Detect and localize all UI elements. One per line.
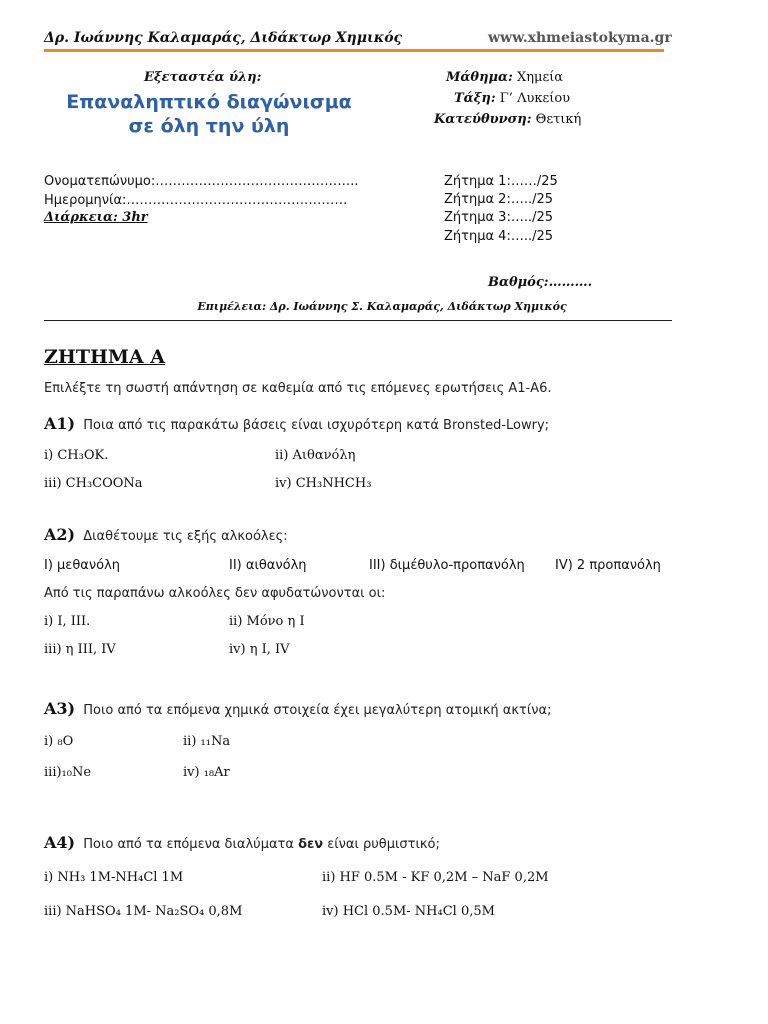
subject-label: Μάθημα: xyxy=(446,70,513,85)
a4-option-iv: iv) HCl 0.5M- NH₄Cl 0,5M xyxy=(322,904,495,919)
track-value: Θετική xyxy=(535,112,582,127)
class-value: Γ’ Λυκείου xyxy=(499,91,571,106)
score-topic-1: Ζήτημα 1:……/25 xyxy=(444,174,558,189)
a2-option-ii: ii) Μόνο η Ι xyxy=(229,614,305,629)
a2-option-iii: iii) η ΙΙΙ, ΙV xyxy=(44,642,116,657)
grade-field: Βαθμός:………. xyxy=(488,275,593,290)
question-a4-number: Α4) xyxy=(44,833,76,852)
a1-option-ii: ii) Αιθανόλη xyxy=(275,448,356,463)
question-a3-text: Ποιο από τα επόμενα χημικά στοιχεία έχει μεγαλύτερη ατομική ακτίνα; xyxy=(83,703,552,718)
a3-option-iii: iii)₁₀Ne xyxy=(44,765,92,780)
header-divider xyxy=(44,49,664,52)
alcohol-1: Ι) μεθανόλη xyxy=(44,558,121,573)
name-field: Ονοματεπώνυμο:……………………………………….. xyxy=(44,174,359,189)
score-topic-4: Ζήτημα 4:…../25 xyxy=(444,229,554,244)
duration-field: Διάρκεια: 3hr xyxy=(44,210,148,225)
alcohol-2: ΙΙ) αιθανόλη xyxy=(229,558,307,573)
editor-credit: Επιμέλεια: Δρ. Ιωάννης Σ. Καλαμαράς, Διδάκτωρ Χημικός xyxy=(197,300,567,313)
section-divider xyxy=(44,320,672,321)
exam-title: Επαναληπτικό διαγώνισμα σε όλη την ύλη xyxy=(66,91,352,137)
question-a3 xyxy=(44,699,551,718)
question-a2-number: Α2) xyxy=(44,525,76,544)
subject-line xyxy=(446,70,563,85)
question-a1 xyxy=(44,414,549,433)
a4-option-iii: iii) NaHSO₄ 1M- Na₂SO₄ 0,8M xyxy=(44,904,243,919)
date-field: Ημερομηνία:…………………………………………… xyxy=(44,193,348,208)
a3-option-i: i) ₈O xyxy=(44,734,74,749)
track-label: Κατεύθυνση: xyxy=(434,112,532,127)
question-a1-text: Ποια από τις παρακάτω βάσεις είναι ισχυρότερη κατά Bronsted-Lowry; xyxy=(83,418,550,433)
class-label: Τάξη: xyxy=(454,91,496,106)
question-a4 xyxy=(44,833,440,852)
emphasis-not: δεν xyxy=(298,837,324,852)
author-header: Δρ. Ιωάννης Καλαμαράς, Διδάκτωρ Χημικός xyxy=(44,30,403,46)
question-a2-text: Διαθέτουμε τις εξής αλκοόλες: xyxy=(83,529,288,544)
section-title: ΖΗΤΗΜΑ Α xyxy=(44,346,166,368)
website-header: www.xhmeiastokyma.gr xyxy=(488,30,672,46)
question-a3-number: Α3) xyxy=(44,699,76,718)
a4-option-i: i) NH₃ 1M-NH₄Cl 1M xyxy=(44,870,184,885)
a1-option-iv: iv) CH₃NHCH₃ xyxy=(275,476,372,491)
a3-option-ii: ii) ₁₁Na xyxy=(183,734,231,749)
exam-scope-label: Εξεταστέα ύλη: xyxy=(144,70,262,85)
a4-option-ii: ii) HF 0.5M - KF 0,2M – NaF 0,2M xyxy=(322,870,549,885)
question-a2-text2: Από τις παραπάνω αλκοόλες δεν αφυδατώνονται οι: xyxy=(44,586,386,601)
track-line xyxy=(434,112,581,127)
a2-option-iv: iv) η Ι, ΙV xyxy=(229,642,290,657)
class-line xyxy=(454,91,570,106)
question-a4-text: Ποιο από τα επόμενα διαλύματα δεν είναι ρυθμιστικό; xyxy=(83,837,440,852)
a1-option-i: i) CH₃OK. xyxy=(44,448,109,463)
alcohol-4: ΙV) 2 προπανόλη xyxy=(555,558,661,573)
question-a1-number: Α1) xyxy=(44,414,76,433)
subject-value: Χημεία xyxy=(516,70,564,85)
alcohol-3: ΙΙΙ) διμέθυλο-προπανόλη xyxy=(369,558,525,573)
instructions: Επιλέξτε τη σωστή απάντηση σε καθεμία από τις επόμενες ερωτήσεις Α1-Α6. xyxy=(44,381,552,396)
score-topic-3: Ζήτημα 3:…../25 xyxy=(444,210,554,225)
score-topic-2: Ζήτημα 2:…../25 xyxy=(444,192,554,207)
question-a2 xyxy=(44,525,288,544)
a1-option-iii: iii) CH₃COONa xyxy=(44,476,143,491)
a2-option-i: i) Ι, ΙΙΙ. xyxy=(44,614,91,629)
a3-option-iv: iv) ₁₈Ar xyxy=(183,765,230,780)
